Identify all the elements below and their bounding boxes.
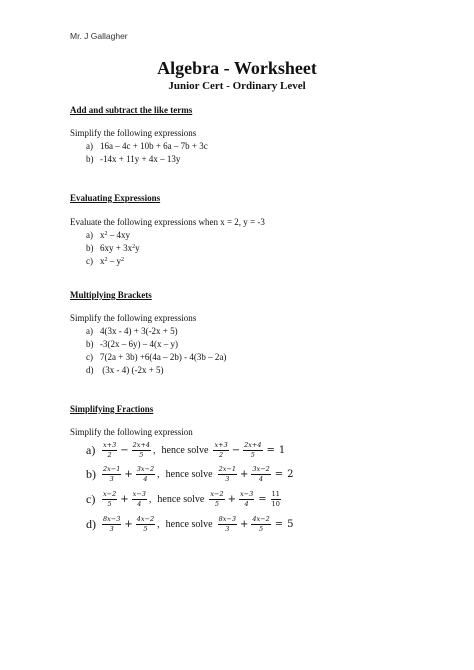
instruction-like-terms: Simplify the following expressions <box>70 128 197 138</box>
comma: , <box>153 444 156 456</box>
item-text: 16a – 4c + 10b + 6a – 7b + 3c <box>100 141 208 151</box>
fraction: $\frac{2x-1}{3}$ <box>218 465 236 483</box>
rhs-value: 2 <box>287 468 294 480</box>
list-item <box>86 230 130 240</box>
item-label: a) <box>86 442 96 457</box>
item-text: -3(2x – 6y) – 4(x – y) <box>100 339 178 349</box>
item-label: b) <box>86 339 94 349</box>
item-label: b) <box>86 154 94 164</box>
equals-sign: = <box>258 493 267 505</box>
rhs-value: 1 <box>278 444 286 456</box>
comma: , <box>148 493 152 505</box>
item-label: c) <box>86 256 93 266</box>
fraction: $\frac{8x-3}{3}$ <box>218 515 236 533</box>
list-item <box>86 513 296 535</box>
expr-part: y <box>135 243 140 253</box>
operator: + <box>120 493 129 505</box>
page-title: Algebra - Worksheet <box>157 58 317 78</box>
fraction: $\frac{4x-2}{5}$ <box>136 515 155 533</box>
author-header: Mr. J Gallagher <box>70 31 128 41</box>
expr-part: – 4xy <box>107 230 130 240</box>
section-heading-like-terms: Add and subtract the like terms <box>70 105 193 115</box>
item-label: c) <box>86 491 96 506</box>
comma: , <box>157 518 160 530</box>
fraction: $\frac{2x-1}{3}$ <box>103 465 121 483</box>
section-heading-evaluating: Evaluating Expressions <box>70 193 161 203</box>
equals-sign: = <box>274 518 284 530</box>
item-label: d) <box>86 516 96 531</box>
fraction: $\frac{x-2}{5}$ <box>210 490 224 508</box>
item-label: a) <box>86 141 93 151</box>
rhs-value: 5 <box>287 518 294 530</box>
equals-sign: = <box>274 468 284 480</box>
fraction: $\frac{x-3}{4}$ <box>239 490 254 508</box>
item-text: (3x - 4) (-2x + 5) <box>100 365 164 375</box>
expr-part: x <box>100 256 105 266</box>
item-label: b) <box>86 243 94 253</box>
list-item <box>86 439 287 461</box>
fraction: $\frac{x+3}{2}$ <box>103 441 117 459</box>
instruction-brackets: Simplify the following expressions <box>70 313 197 323</box>
fraction: $\frac{2x+4}{5}$ <box>132 441 151 459</box>
exponent: 2 <box>132 244 136 250</box>
instruction-evaluating: Evaluate the following expressions when x = 2, y = -3 <box>70 217 265 227</box>
fraction: $\frac{3x-2}{4}$ <box>252 465 270 483</box>
list-item <box>86 326 178 336</box>
item-text: -14x + 11y + 4x – 13y <box>100 154 181 164</box>
operator: − <box>231 444 241 456</box>
fraction: $\frac{2x+4}{5}$ <box>244 441 262 459</box>
exponent: 2 <box>121 257 124 263</box>
item-label: b) <box>86 466 96 481</box>
hence-text: hence solve <box>165 518 213 530</box>
item-label: a) <box>86 230 93 240</box>
list-item <box>86 463 296 485</box>
operator: + <box>124 518 133 530</box>
item-label: c) <box>86 352 93 362</box>
list-item <box>86 243 140 253</box>
expr-part: – y <box>107 256 121 266</box>
page-subtitle: Junior Cert - Ordinary Level <box>168 80 306 92</box>
hence-text: hence solve <box>157 493 205 505</box>
operator: + <box>124 468 133 480</box>
operator: + <box>240 518 249 530</box>
hence-text: hence solve <box>165 468 213 480</box>
hence-text: hence solve <box>161 444 209 456</box>
exponent: 2 <box>104 231 108 237</box>
fraction: $\frac{3x-2}{4}$ <box>136 465 155 483</box>
list-item <box>86 488 283 510</box>
instruction-fractions: Simplify the following expression <box>70 427 193 437</box>
comma: , <box>157 468 160 480</box>
fraction: $\frac{x+3}{2}$ <box>214 441 228 459</box>
expr-part: x <box>100 230 105 240</box>
expr-part: 6xy + 3x <box>100 243 133 253</box>
item-text: 4(3x - 4) + 3(-2x + 5) <box>100 326 178 336</box>
list-item <box>86 352 226 362</box>
equals-sign: = <box>266 444 275 456</box>
fraction: $\frac{4x-2}{5}$ <box>252 515 270 533</box>
rhs-fraction: $\frac{11}{10}$ <box>271 490 280 508</box>
operator: + <box>240 468 249 480</box>
list-item <box>86 339 178 349</box>
fraction: $\frac{x-3}{4}$ <box>132 490 146 508</box>
item-label: a) <box>86 326 93 336</box>
fraction: $\frac{8x-3}{3}$ <box>103 515 121 533</box>
item-label: d) <box>86 365 94 375</box>
section-heading-fractions: Simplifying Fractions <box>70 404 154 414</box>
operator: − <box>120 444 129 456</box>
section-heading-brackets: Multiplying Brackets <box>70 290 152 300</box>
list-item <box>86 365 164 375</box>
list-item <box>86 141 208 151</box>
list-item <box>86 256 124 266</box>
operator: + <box>227 493 236 505</box>
fraction: $\frac{x-2}{5}$ <box>103 490 117 508</box>
list-item <box>86 154 180 164</box>
exponent: 2 <box>104 257 108 263</box>
item-text: 7(2a + 3b) +6(4a – 2b) - 4(3b – 2a) <box>100 352 227 362</box>
